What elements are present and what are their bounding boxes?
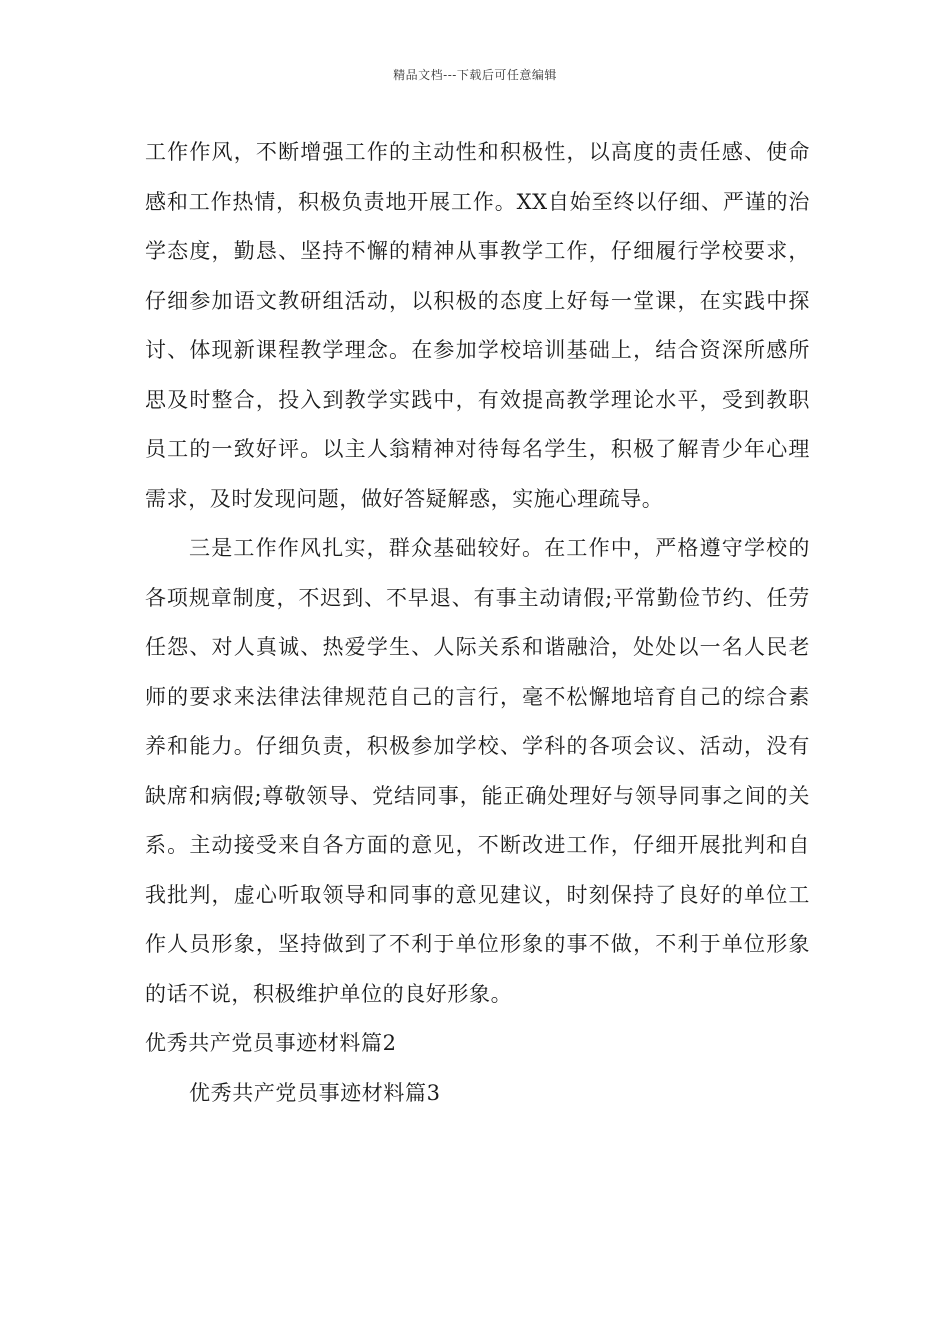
document-body xyxy=(145,128,810,1118)
section-heading: 优秀共产党员事迹材料篇3 xyxy=(189,1080,441,1105)
page-header: 精品文档---下载后可任意编辑 xyxy=(393,68,557,82)
body-paragraph: 工作作风，不断增强工作的主动性和积极性，以高度的责任感、使命感和工作热情，积极负责地开展工作。XX自始至终以仔细、严谨的治学态度，勤恳、坚持不懈的精神从事教学工作，仔细履行学校要求，仔细参加语文教研组活动，以积极的态度上好每一堂课，在实践中探讨、体现新课程教学理念。在参加学校培训基础上，结合资深所感所思及时整合，投入到教学实践中，有效提高教学理论水平，受到教职员工的一致好评。以主人翁精神对待每名学生，积极了解青少年心理需求，及时发现问题，做好答疑解惑，实施心理疏导。 xyxy=(145,140,810,511)
section-heading: 优秀共产党员事迹材料篇2 xyxy=(145,1031,397,1055)
body-paragraph: 三是工作作风扎实，群众基础较好。在工作中，严格遵守学校的各项规章制度，不迟到、不早退、有事主动请假;平常勤俭节约、任劳任怨、对人真诚、热爱学生、人际关系和谐融洽，处处以一名人民老师的要求来法律法律规范自己的言行，毫不松懈地培育自己的综合素养和能力。仔细负责，积极参加学校、学科的各项会议、活动，没有缺席和病假;尊敬领导、党结同事，能正确处理好与领导同事之间的关系。主动接受来自各方面的意见，不断改进工作，仔细开展批判和自我批判，虚心听取领导和同事的意见建议，时刻保持了良好的单位工作人员形象，坚持做到了不利于单位形象的事不做，不利于单位形象的话不说，积极维护单位的良好形象。 xyxy=(145,536,810,1006)
